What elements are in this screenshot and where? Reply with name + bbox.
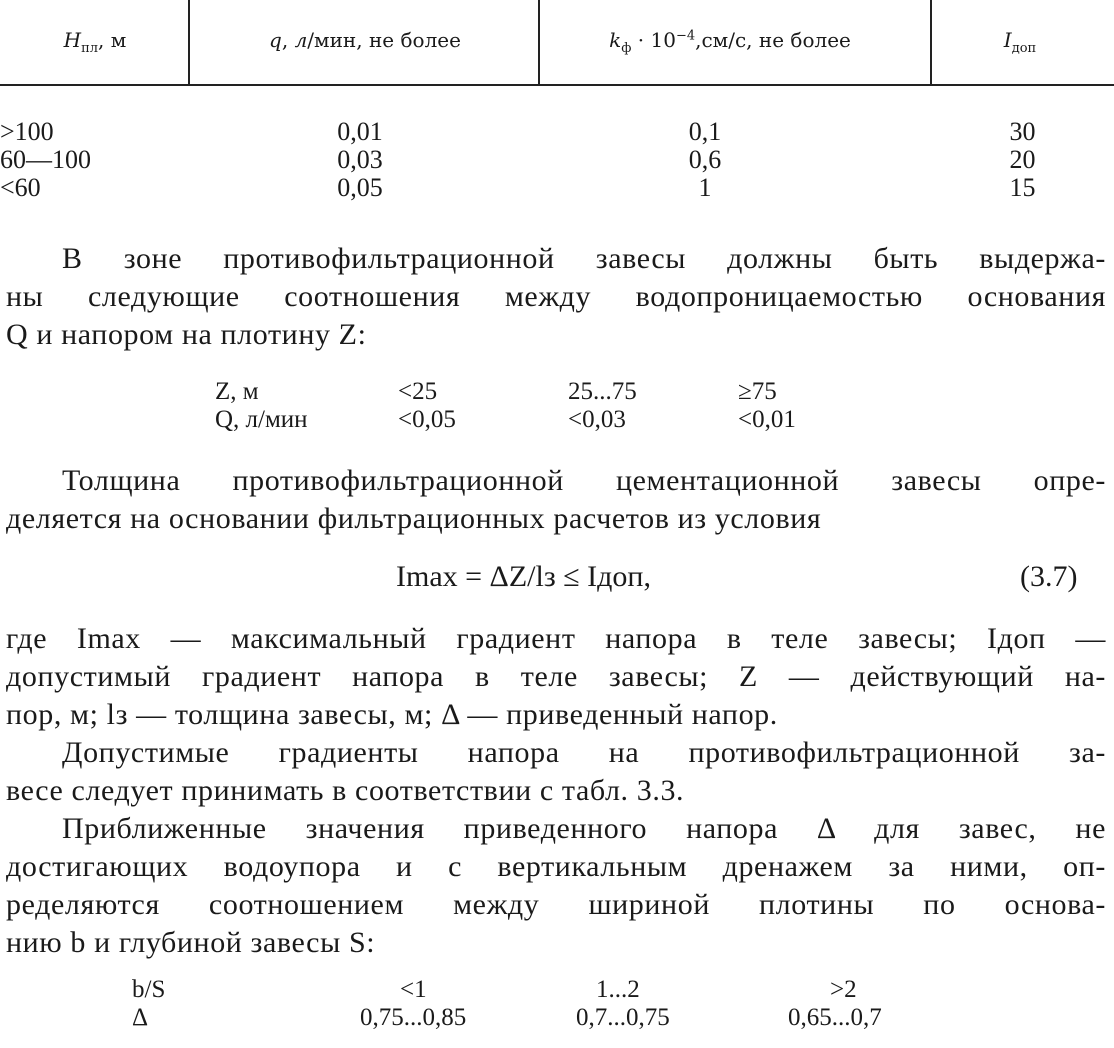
table-cell: 60—100 [0, 145, 91, 174]
bs-value: >2 [830, 976, 857, 1003]
text-line: достигающих водоупора и с вертикальным дренажем за ними, оп- [6, 850, 1106, 883]
text-line: Толщина противофильтрационной цементационной завесы опре- [62, 464, 1106, 497]
table-cell: 0,1 [688, 117, 722, 146]
bs-value: 1...2 [596, 976, 640, 1003]
table-cell: <60 [0, 173, 41, 202]
table-column-divider [538, 0, 540, 84]
text-line: Приближенные значения приведенного напора Δ для завес, не [62, 812, 1106, 845]
table-cell: 15 [1009, 173, 1036, 202]
text-line: ны следующие соотношения между водопроницаемостью основания [6, 280, 1106, 313]
table-cell: 1 [698, 173, 712, 202]
text-line: деляется на основании фильтрационных расчетов из условия [6, 502, 822, 535]
zq-q-value: <0,01 [738, 406, 796, 433]
paragraph-2 [6, 462, 1106, 538]
paragraph-1 [6, 240, 1106, 354]
table-cell: 0,03 [337, 145, 383, 174]
table-cell: >100 [0, 117, 54, 146]
table-column-divider [930, 0, 932, 84]
table-header-h: $H_{пл}$, м [63, 28, 127, 56]
delta-label: Δ [132, 1004, 149, 1031]
zq-q-value: <0,05 [398, 406, 456, 433]
delta-value: 0,75...0,85 [360, 1004, 467, 1031]
zq-z-value: ≥75 [738, 378, 777, 405]
table-cell: 0,05 [337, 173, 383, 202]
table-header-q: q, л/мин, не более [269, 28, 461, 52]
delta-value: 0,65...0,7 [788, 1004, 882, 1031]
paragraph-4 [6, 734, 1106, 810]
table-header-k: $k_ф \cdot 10^{-4},см/с$, не более [609, 28, 851, 56]
zq-q-value: <0,03 [568, 406, 626, 433]
zq-q-label: Q, л/мин [215, 406, 308, 433]
formula-number: (3.7) [1020, 560, 1078, 593]
text-line: весе следует принимать в соответствии с табл. 3.3. [6, 774, 685, 807]
table-header-i: $I_{доп}$ [1003, 28, 1037, 56]
zq-z-value: <25 [398, 378, 438, 405]
table-cell: 20 [1009, 145, 1036, 174]
bs-value: <1 [400, 976, 427, 1003]
text-line: Допустимые градиенты напора на противофильтрационной за- [62, 736, 1106, 769]
delta-value: 0,7...0,75 [576, 1004, 670, 1031]
table-cell: 0,6 [688, 145, 722, 174]
paragraph-3 [6, 620, 1106, 734]
table-cell: 0,01 [337, 117, 383, 146]
formula: Imax = ΔZ/lз ≤ Iдоп, [396, 560, 651, 593]
bs-label: b/S [132, 976, 166, 1003]
zq-z-value: 25...75 [568, 378, 637, 405]
paragraph-5 [6, 810, 1106, 962]
table-header-rule [0, 84, 1114, 86]
text-line: пор, м; lз — толщина завесы, м; Δ — приведенный напор. [6, 698, 778, 731]
text-line: ределяются соотношением между шириной плотины по основа- [6, 888, 1106, 921]
zq-z-label: Z, м [215, 378, 259, 405]
text-line: допустимый градиент напора в теле завесы; Z — действующий на- [6, 660, 1106, 693]
text-line: В зоне противофильтрационной завесы должны быть выдержа- [62, 242, 1106, 275]
text-line: где Imax — максимальный градиент напора в теле завесы; Iдоп — [6, 622, 1106, 655]
table-cell: 30 [1009, 117, 1036, 146]
text-line: нию b и глубиной завесы S: [6, 926, 376, 959]
text-line: Q и напором на плотину Z: [6, 318, 367, 351]
table-column-divider [188, 0, 190, 84]
